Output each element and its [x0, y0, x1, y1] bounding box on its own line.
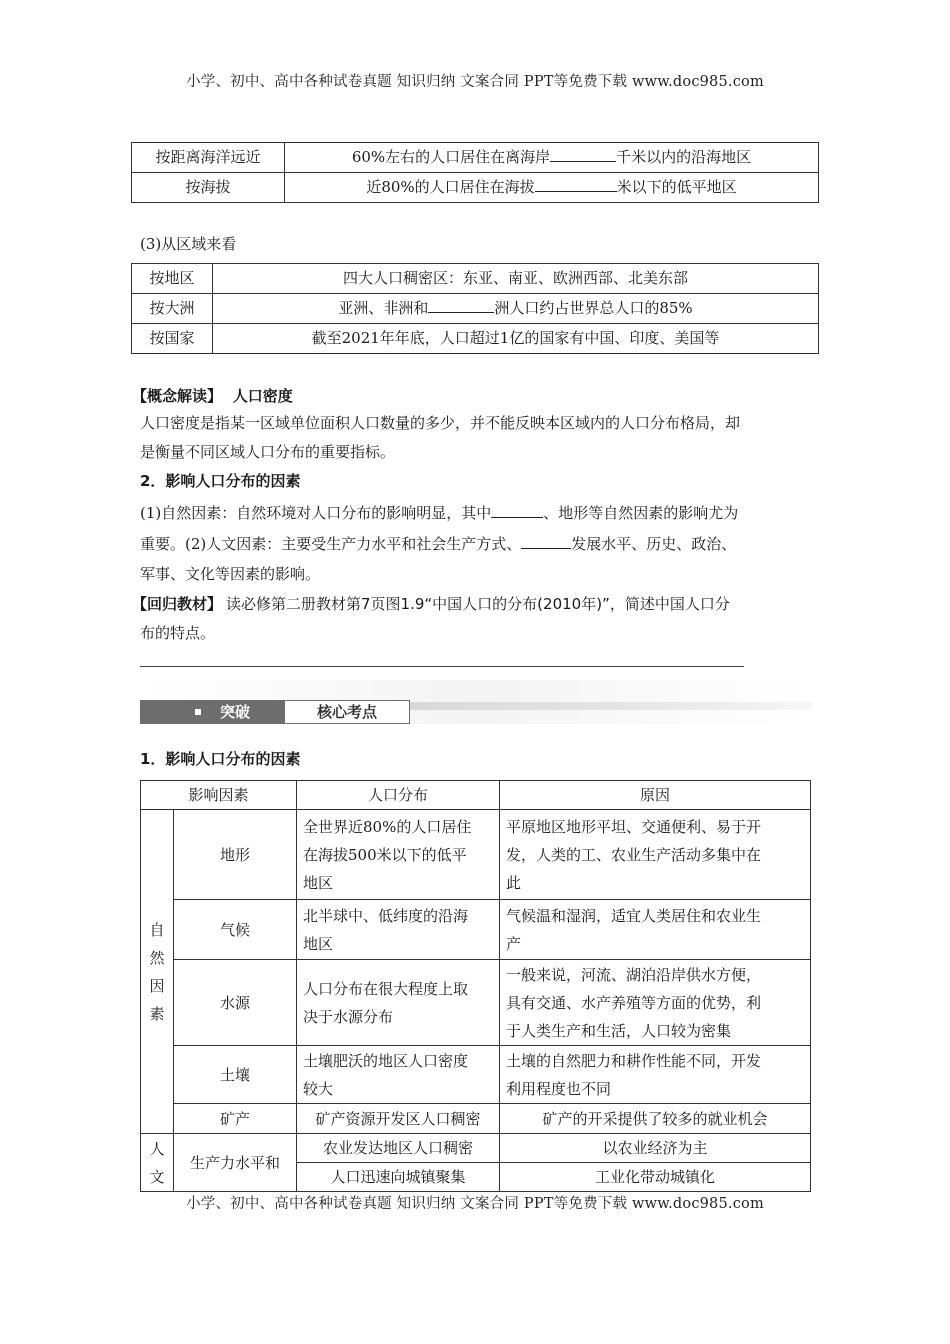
- factors-line: 军事、文化等因素的影响。: [140, 565, 321, 583]
- table-header: 影响因素: [141, 781, 297, 810]
- concept-line: 人口密度是指某一区域单位面积人口数量的多少，并不能反映本区域内的人口分布格局，却: [140, 414, 741, 432]
- textbook-line: 布的特点。: [140, 624, 216, 642]
- dist-cell: 农业发达地区人口稠密: [297, 1134, 500, 1163]
- row-label: 按国家: [132, 324, 213, 354]
- row-label: 按地区: [132, 264, 213, 294]
- table-header: 原因: [500, 781, 811, 810]
- dist-cell: 人口迅速向城镇聚集: [297, 1163, 500, 1192]
- banner-subtag: 核心考点: [284, 700, 410, 724]
- concept-tag: 【概念解读】: [132, 387, 223, 405]
- dist-cell: 全世界近80%的人口居住 在海拔500米以下的低平 地区: [297, 810, 500, 900]
- fill-blank[interactable]: [491, 503, 543, 518]
- factor-name: 生产力水平和: [174, 1134, 297, 1192]
- distance-altitude-table: [131, 142, 819, 203]
- fill-blank[interactable]: [521, 534, 571, 549]
- row-content: 60%左右的人口居住在离海岸 千米以内的沿海地区: [285, 143, 819, 173]
- textbook-line: 【回归教材】 读必修第二册教材第7页图1.9“中国人口的分布(2010年)”，简述中国人口分: [132, 595, 730, 613]
- dist-cell: 矿产资源开发区人口稠密: [297, 1104, 500, 1134]
- square-icon: [195, 709, 201, 715]
- section-title: 1．影响人口分布的因素: [140, 750, 301, 768]
- dist-cell: 北半球中、低纬度的沿海 地区: [297, 900, 500, 960]
- concept-heading: [132, 382, 804, 411]
- row-label: 按大洲: [132, 294, 213, 324]
- reason-cell: 土壤的自然肥力和耕作性能不同，开发 利用程度也不同: [500, 1046, 811, 1104]
- reason-cell: 平原地区地形平坦、交通便利、易于开 发，人类的工、农业生产活动多集中在 此: [500, 810, 811, 900]
- row-content: 四大人口稠密区：东亚、南亚、欧洲西部、北美东部: [213, 264, 819, 294]
- page-header: 小学、初中、高中各种试卷真题 知识归纳 文案合同 PPT等免费下载 www.doc985.com: [186, 74, 764, 90]
- row-label: 按距离海洋远近: [132, 143, 285, 173]
- fill-blank[interactable]: [550, 147, 616, 162]
- row-content: 近80%的人口居住在海拔 米以下的低平地区: [285, 173, 819, 203]
- section-banner: [140, 680, 812, 724]
- group-human: 人 文: [141, 1134, 174, 1192]
- reason-cell: 气候温和湿润，适宜人类居住和农业生 产: [500, 900, 811, 960]
- region-heading: (3)从区域来看: [140, 235, 237, 253]
- factor-table: [140, 780, 811, 1192]
- banner-tag: 突破: [140, 700, 284, 724]
- row-content: 截至2021年年底，人口超过1亿的国家有中国、印度、美国等: [213, 324, 819, 354]
- factor-name: 水源: [174, 960, 297, 1046]
- row-content: 亚洲、非洲和 洲人口约占世界总人口的85%: [213, 294, 819, 324]
- dist-cell: 人口分布在很大程度上取 决于水源分布: [297, 960, 500, 1046]
- page-footer: 小学、初中、高中各种试卷真题 知识归纳 文案合同 PPT等免费下载 www.doc985.com: [186, 1196, 764, 1212]
- concept-line: 是衡量不同区域人口分布的重要指标。: [140, 443, 396, 461]
- reason-cell: 一般来说，河流、湖泊沿岸供水方便， 具有交通、水产养殖等方面的优势，利 于人类生产和生活，人口较为密集: [500, 960, 811, 1046]
- concept-title: 人口密度: [232, 387, 293, 405]
- region-table: [131, 263, 819, 354]
- factor-name: 矿产: [174, 1104, 297, 1134]
- dist-cell: 土壤肥沃的地区人口密度 较大: [297, 1046, 500, 1104]
- section-title: 2．影响人口分布的因素: [140, 472, 301, 490]
- factor-name: 土壤: [174, 1046, 297, 1104]
- factors-line: 重要。(2)人文因素：主要受生产力水平和社会生产方式、 发展水平、历史、政治、: [140, 535, 737, 553]
- table-header: 人口分布: [297, 781, 500, 810]
- fill-blank[interactable]: [428, 298, 494, 313]
- answer-line[interactable]: [140, 666, 744, 667]
- fill-blank[interactable]: [535, 177, 617, 192]
- factor-name: 地形: [174, 810, 297, 900]
- reason-cell: 工业化带动城镇化: [500, 1163, 811, 1192]
- factors-line: (1)自然因素：自然环境对人口分布的影响明显，其中 、地形等自然因素的影响尤为: [140, 504, 739, 522]
- factor-name: 气候: [174, 900, 297, 960]
- textbook-tag: 【回归教材】: [132, 595, 223, 613]
- reason-cell: 矿产的开采提供了较多的就业机会: [500, 1104, 811, 1134]
- group-natural: 自 然 因 素: [141, 810, 174, 1134]
- row-label: 按海拔: [132, 173, 285, 203]
- reason-cell: 以农业经济为主: [500, 1134, 811, 1163]
